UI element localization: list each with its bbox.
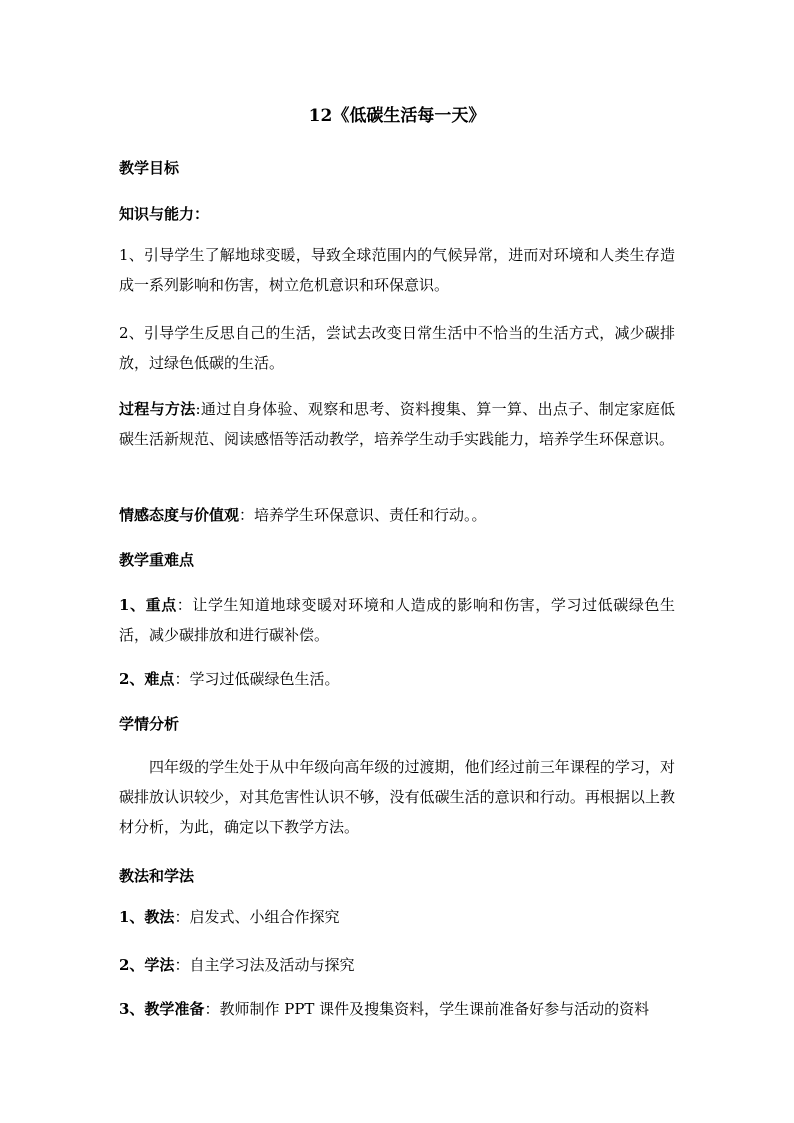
difficult-point-paragraph [119, 664, 675, 694]
heading-key-difficult-points: 教学重难点 [119, 551, 195, 569]
teaching-preparation-label: 3、教学准备 [119, 1000, 205, 1018]
difficult-point-text: ：学习过低碳绿色生活。 [174, 670, 340, 688]
learning-method-text: ：自主学习法及活动与探究 [174, 956, 355, 974]
process-method-text: :通过自身体验、观察和思考、资料搜集、算一算、出点子、制定家庭低碳生活新规范、阅读感悟等活动教学，培养学生动手实践能力，培养学生环保意识。 [119, 400, 675, 448]
teaching-method-label: 1、教法 [119, 908, 175, 926]
key-point-paragraph [119, 590, 675, 650]
learner-analysis-paragraph: 四年级的学生处于从中年级向高年级的过渡期，他们经过前三年课程的学习，对碳排放认识较少，对其危害性认识不够，没有低碳生活的意识和行动。再根据以上教材分析，为此，确定以下教学方法。 [119, 758, 675, 836]
heading-learner-analysis: 学情分析 [119, 715, 180, 733]
process-method-label: 过程与方法 [119, 400, 196, 418]
goal-item-2: 2、引导学生反思自己的生活，尝试去改变日常生活中不恰当的生活方式，减少碳排放，过绿色低碳的生活。 [119, 324, 675, 372]
learning-method-label: 2、学法 [119, 956, 175, 974]
teaching-preparation-paragraph [119, 994, 675, 1024]
emotion-values-label: 情感态度与价值观 [119, 506, 240, 524]
emotion-values-paragraph [119, 500, 675, 530]
learning-method-paragraph [119, 950, 675, 980]
heading-teaching-goals: 教学目标 [119, 159, 180, 177]
teaching-method-text: ：启发式、小组合作探究 [174, 908, 340, 926]
key-point-label: 1、重点 [119, 596, 177, 614]
teaching-method-paragraph [119, 902, 675, 932]
heading-methods: 教法和学法 [119, 867, 195, 885]
goal-item-1: 1、引导学生了解地球变暖，导致全球范围内的气候异常，进而对环境和人类生存造成一系列影响和伤害，树立危机意识和环保意识。 [119, 246, 675, 294]
key-point-text: ：让学生知道地球变暖对环境和人造成的影响和伤害，学习过低碳绿色生活，减少碳排放和进行碳补偿。 [119, 596, 675, 644]
difficult-point-label: 2、难点 [119, 670, 175, 688]
process-method-paragraph [119, 394, 675, 454]
teaching-preparation-text: ：教师制作 PPT 课件及搜集资料，学生课前准备好参与活动的资料 [204, 1000, 650, 1018]
emotion-values-text: ：培养学生环保意识、责任和行动。。 [239, 506, 487, 524]
heading-knowledge-ability: 知识与能力： [119, 205, 210, 223]
document-title: 12《低碳生活每一天》 [308, 106, 486, 126]
